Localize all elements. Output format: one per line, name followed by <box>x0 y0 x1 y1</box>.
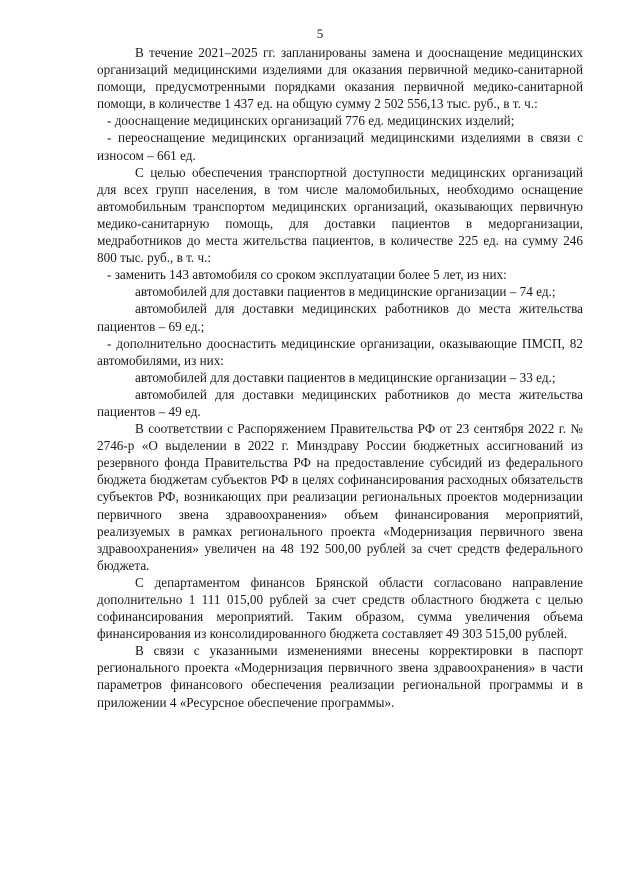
list-item-re-equipment: - переоснащение медицинских организаций медицинскими изделиями в связи с износом – 661 ед. <box>97 130 583 163</box>
sub-item-patient-delivery-33: автомобилей для доставки пациентов в медицинские организации – 33 ед.; <box>135 369 556 385</box>
paragraph-transport-accessibility: С целью обеспечения транспортной доступности медицинских организаций для всех групп населения, в том числе маломобильных, необходимо оснащение автомобильным транспортом медицинских организаций, оказывающих первичную медико-санитарную помощь, для доставки пациентов в медорганизации, медработников до места жительства пациентов, в количестве 225 ед. на сумму 246 800 тыс. руб., в т. ч.: <box>97 164 583 266</box>
page-number: 5 <box>316 26 324 41</box>
list-item-additional-vehicles: - дополнительно дооснастить медицинские организации, оказывающие ПМСП, 82 автомобилями, из них: <box>97 335 583 368</box>
paragraph-regional-finance: С департаментом финансов Брянской области согласовано направление дополнительно 1 111 015,00 рублей за счет средств областного бюджета с целью софинансирования мероприятий. Таким образом, сумма увеличения объема финансирования из консолидированного бюджета составляет 49 303 515,00 рублей. <box>97 574 583 642</box>
sub-item-staff-delivery-69: автомобилей для доставки медицинских работников до места жительства пациентов – 69 ед.; <box>97 301 583 334</box>
paragraph-equipment-plan: В течение 2021–2025 гг. запланированы замена и дооснащение медицинских организаций медицинскими изделиями для оказания первичной медико-санитарной помощи, предусмотренными порядками оказания первичной медико-санитарной помощи, в количестве 1 437 ед. на общую сумму 2 502 556,13 тыс. руб., в т. ч.: <box>97 45 583 112</box>
paragraph-passport-corrections: В связи с указанными изменениями внесены корректировки в паспорт регионального проекта «Модернизация первичного звена здравоохранения» в части параметров финансового обеспечения реализации региональной программы и в приложении 4 «Ресурсное обеспечение программы». <box>97 643 583 710</box>
paragraph-government-order: В соответствии с Распоряжением Правительства РФ от 23 сентября 2022 г. № 2746-р «О выделении в 2022 г. Минздраву России бюджетных ассигнований из резервного фонда Правительства РФ на предоставление субсидий из федерального бюджета бюджетам субъектов РФ в целях софинансирования расходных обязательств субъектов РФ, возникающих при реализации региональных проектов модернизации первичного звена здравоохранения» объем финансирования мероприятий, реализуемых в рамках регионального проекта «Модернизация первичного звена здравоохранения» увеличен на 48 192 500,00 рублей за счет средств федерального бюджета. <box>97 421 583 573</box>
sub-item-staff-delivery-49: автомобилей для доставки медицинских работников до места жительства пациентов – 49 ед. <box>97 386 583 419</box>
document-body <box>97 44 583 711</box>
list-item-replace-vehicles: - заменить 143 автомобиля со сроком эксплуатации более 5 лет, из них: <box>107 267 507 283</box>
sub-item-patient-delivery-74: автомобилей для доставки пациентов в медицинские организации – 74 ед.; <box>135 284 556 300</box>
list-item-additional-equipment: - дооснащение медицинских организаций 776 ед. медицинских изделий; <box>107 113 515 129</box>
